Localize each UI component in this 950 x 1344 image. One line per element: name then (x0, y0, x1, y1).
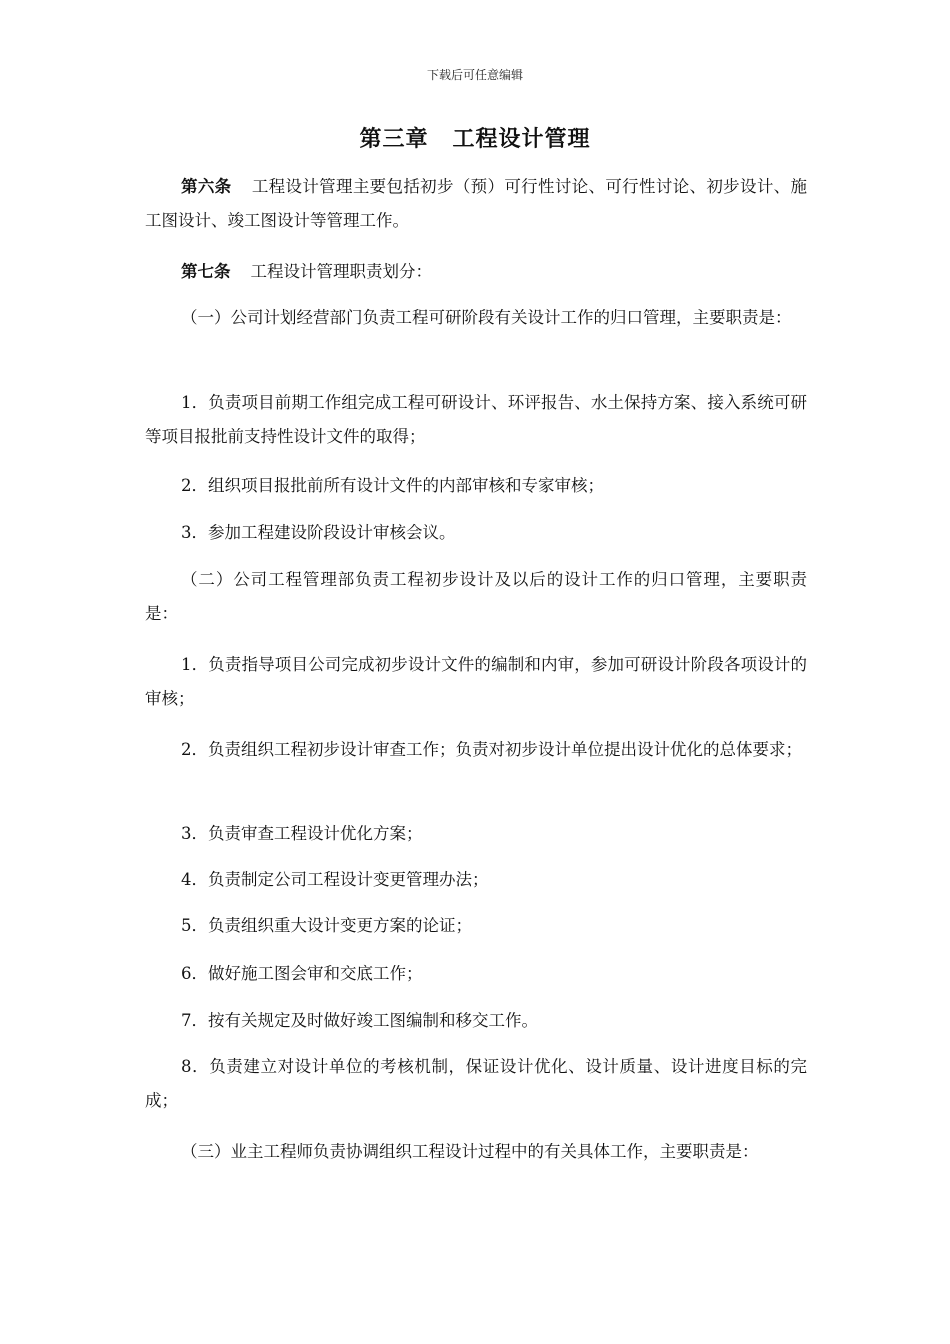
paragraph-text: 工程设计管理主要包括初步（预）可行性讨论、可行性讨论、初步设计、施工图设计、竣工图设计等管理工作。 (145, 177, 807, 230)
paragraph-article-6 (145, 170, 807, 238)
list-item: 1．负责项目前期工作组完成工程可研设计、环评报告、水土保持方案、接入系统可研等项目报批前支持性设计文件的取得； (145, 393, 807, 446)
list-item: 7．按有关规定及时做好竣工图编制和移交工作。 (181, 1011, 538, 1030)
chapter-number: 第三章 (359, 127, 429, 152)
paragraph-article-7 (145, 255, 807, 289)
chapter-title (0, 122, 950, 153)
list-item: 8．负责建立对设计单位的考核机制，保证设计优化、设计质量、设计进度目标的完成； (145, 1057, 807, 1110)
list-item: 5．负责组织重大设计变更方案的论证； (181, 916, 472, 935)
paragraph-section-3: （三）业主工程师负责协调组织工程设计过程中的有关具体工作，主要职责是： (181, 1142, 759, 1161)
article-label: 第七条 (181, 262, 231, 281)
list-item: 2．负责组织工程初步设计审查工作；负责对初步设计单位提出设计优化的总体要求； (181, 740, 802, 759)
list-item: 3．负责审查工程设计优化方案； (181, 824, 423, 843)
article-label: 第六条 (181, 177, 232, 196)
chapter-name: 工程设计管理 (452, 127, 591, 152)
list-item: 1．负责指导项目公司完成初步设计文件的编制和内审，参加可研设计阶段各项设计的审核； (145, 655, 807, 708)
list-item: 6．做好施工图会审和交底工作； (181, 964, 423, 983)
list-item: 2．组织项目报批前所有设计文件的内部审核和专家审核； (181, 476, 604, 495)
list-item: 3．参加工程建设阶段设计审核会议。 (181, 523, 456, 542)
header-note: 下载后可任意编辑 (426, 68, 523, 82)
paragraph-section-2: （二）公司工程管理部负责工程初步设计及以后的设计工作的归口管理，主要职责是： (145, 570, 807, 623)
list-item: 4．负责制定公司工程设计变更管理办法； (181, 870, 489, 889)
paragraph-section-1: （一）公司计划经营部门负责工程可研阶段有关设计工作的归口管理，主要职责是： (181, 308, 792, 327)
paragraph-text: 工程设计管理职责划分： (250, 262, 432, 281)
